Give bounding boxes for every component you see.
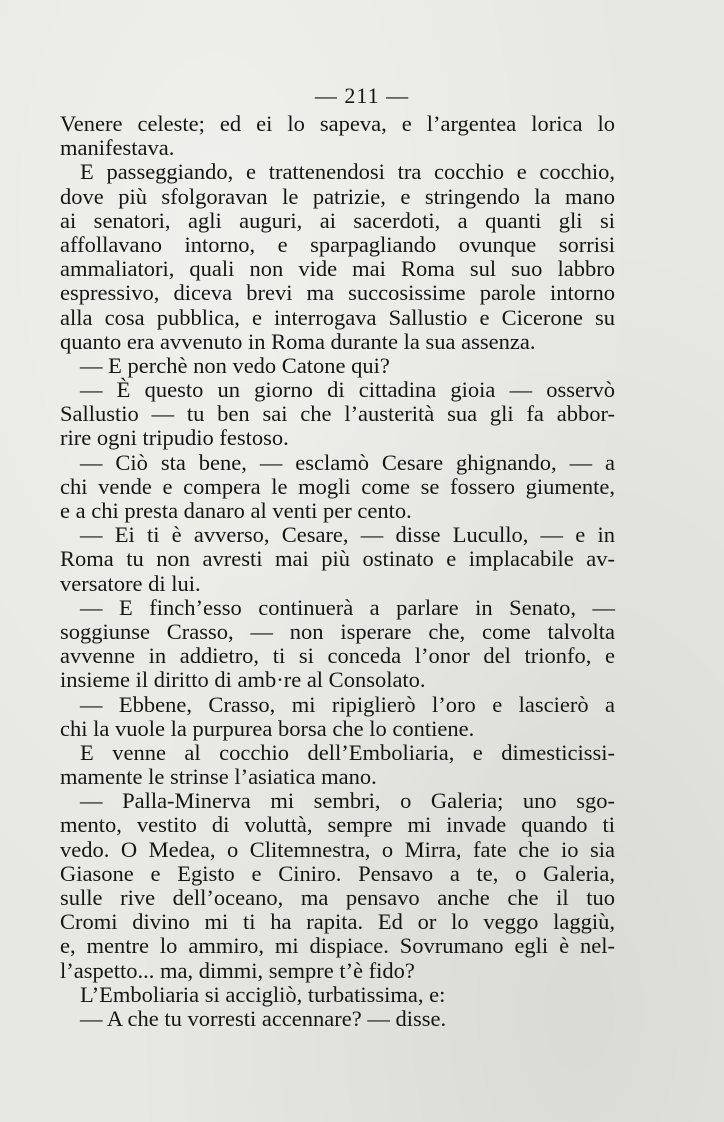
text-line: Giasone e Egisto e Ciniro. Pensavo a te, o Galeria, xyxy=(60,860,615,886)
text-line: espressivo, diceva brevi ma succosissime parole intorno xyxy=(60,280,615,306)
text-line: mento, vestito di voluttà, sempre mi invade quando ti xyxy=(60,812,615,838)
text-line: Cromi divino mi ti ha rapita. Ed or lo veggo laggiù, xyxy=(60,909,615,935)
text-line: avvenne in addietro, ti si conceda l’onor del trionfo, e xyxy=(60,643,615,669)
text-line: L’Emboliaria si accigliò, turbatissima, e: xyxy=(80,981,446,1007)
text-line: Sallustio — tu ben sai che l’austerità sua gli fa abbor- xyxy=(60,401,615,427)
text-line: soggiunse Crasso, — non isperare che, come talvolta xyxy=(60,618,615,644)
text-line: Roma tu non avresti mai più ostinato e implacabile av- xyxy=(60,546,615,572)
text-line: ai senatori, agli auguri, ai sacerdoti, a quanti gli si xyxy=(60,207,615,233)
text-line: affollavano intorno, e sparpagliando ovunque sorrisi xyxy=(60,231,615,257)
text-line: mamente le strinse l’asiatica mano. xyxy=(60,764,377,790)
text-line: e, mentre lo ammiro, mi dispiace. Sovrumano egli è nel- xyxy=(60,933,615,959)
text-line: l’aspetto... ma, dimmi, sempre t’è fido? xyxy=(60,957,415,983)
text-line: manifestava. xyxy=(60,135,175,161)
text-line: e a chi presta danaro al venti per cento. xyxy=(60,498,412,523)
text-line: — Palla-Minerva mi sembri, o Galeria; uno sgo- xyxy=(80,788,615,814)
text-line: quanto era avvenuto in Roma durante la sua assenza. xyxy=(60,328,536,354)
text-line: insieme il diritto di amb·re al Consolato. xyxy=(60,667,426,693)
text-line: alla cosa pubblica, e interrogava Sallustio e Cicerone su xyxy=(60,304,615,330)
text-line: ammaliatori, quali non vide mai Roma sul suo labbro xyxy=(60,256,615,282)
text-line: — E perchè non vedo Catone qui? xyxy=(80,352,390,378)
text-line: — Ei ti è avverso, Cesare, — disse Lucullo, — e in xyxy=(80,522,615,548)
text-line: chi vende e compera le mogli come se fossero giumente, xyxy=(60,473,615,499)
text-line: sulle rive dell’oceano, ma pensavo anche che il tuo xyxy=(60,885,615,910)
text-line: chi la vuole la purpurea borsa che lo contiene. xyxy=(60,715,475,741)
text-line: versatore di lui. xyxy=(60,570,201,596)
text-line: E passeggiando, e trattenendosi tra cocchio e cocchio, xyxy=(80,159,615,185)
text-line: vedo. O Medea, o Clitemnestra, o Mirra, fate che io sia xyxy=(60,836,615,862)
text-line: Venere celeste; ed ei lo sapeva, e l’argentea lorica lo xyxy=(60,111,615,136)
text-line: — Ciò sta bene, — esclamò Cesare ghignando, — a xyxy=(80,449,615,475)
text-line: — È questo un giorno di cittadina gioia — osservò xyxy=(80,377,615,403)
text-line: rire ogni tripudio festoso. xyxy=(60,425,289,451)
body-text xyxy=(60,112,615,1031)
text-line: dove più sfolgoravan le patrizie, e stringendo la mano xyxy=(60,183,615,209)
text-line: — E finch’esso continuerà a parlare in Senato, — xyxy=(80,594,615,620)
text-line: E venne al cocchio dell’Emboliaria, e dimesticissi- xyxy=(80,739,615,765)
page-number: — 211 — xyxy=(314,83,410,108)
text-line: — Ebbene, Crasso, mi ripiglierò l’oro e lascierò a xyxy=(80,691,615,717)
text-line: — A che tu vorresti accennare? — disse. xyxy=(80,1005,447,1031)
